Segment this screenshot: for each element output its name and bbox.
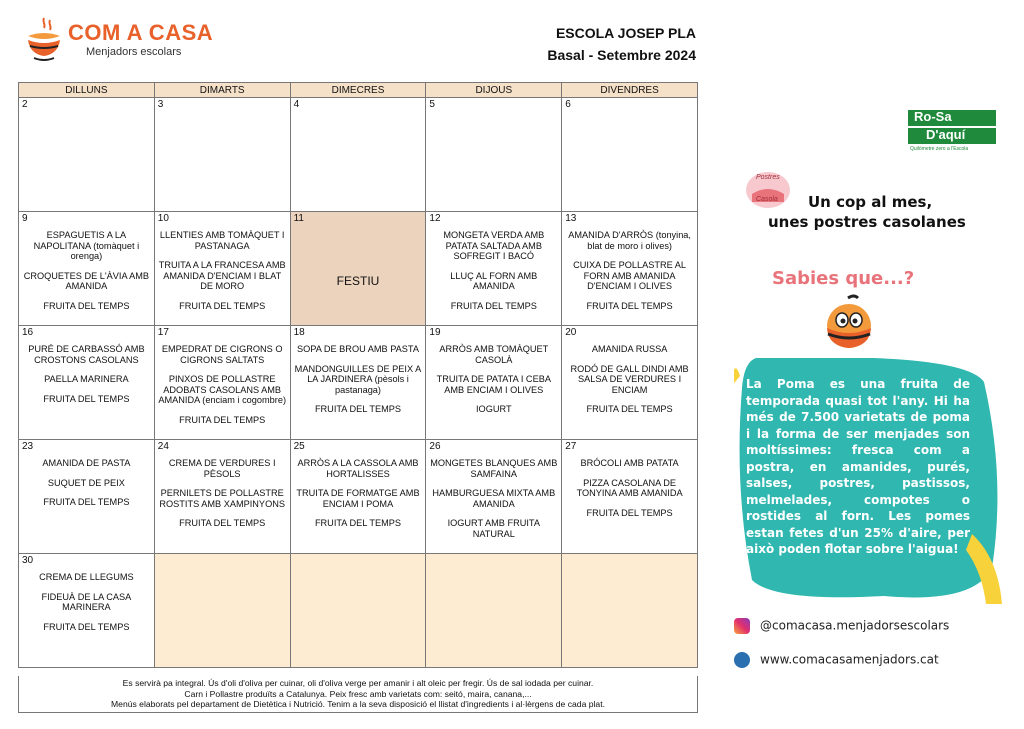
dish-item: FIDEUÀ DE LA CASA MARINERA (41, 591, 132, 612)
dish-list (157, 458, 288, 538)
rosa-daqui-logo (906, 108, 1000, 160)
day-number: 2 (22, 99, 28, 110)
dish-item: CREMA DE LLEGUMS (39, 572, 134, 582)
school-name: ESCOLA JOSEP PLA (555, 25, 696, 41)
day-cell (426, 326, 562, 440)
holiday-label: FESTIU (336, 274, 380, 288)
dish-item: FRUITA DEL TEMPS (586, 404, 673, 414)
day-number: 11 (293, 213, 304, 224)
day-number: 18 (293, 327, 305, 338)
dish-list (428, 344, 559, 424)
dish-item: LLUÇ AL FORN AMB AMANIDA (450, 270, 538, 291)
menu-title: Basal - Setembre 2024 (547, 47, 696, 63)
website-url: www.comacasamenjadors.cat (760, 652, 939, 667)
week-row (19, 326, 698, 440)
dish-list (157, 230, 288, 320)
dish-item: TRUITA A LA FRANCESA AMB AMANIDA D'ENCIAM I BLAT DE MORO (158, 260, 286, 291)
dish-item: FRUITA DEL TEMPS (43, 621, 130, 632)
day-cell (19, 98, 155, 212)
day-number: 16 (22, 327, 34, 338)
day-cell (19, 326, 155, 440)
day-number: 4 (293, 99, 300, 110)
day-cell (154, 326, 290, 440)
dish-item: FRUITA DEL TEMPS (179, 518, 266, 528)
website-link[interactable] (734, 652, 939, 668)
day-number: 25 (293, 441, 305, 452)
dish-item: LLENTIES AMB TOMÀQUET I PASTANAGA (159, 230, 285, 251)
day-cell (290, 98, 426, 212)
dish-item: HAMBURGUESA MIXTA AMB AMANIDA (432, 488, 556, 509)
instagram-icon (734, 618, 750, 634)
day-number: 10 (157, 213, 169, 224)
day-cell (19, 554, 155, 668)
weekday-header: DIMECRES (290, 83, 426, 98)
dish-item: PERNILETS DE POLLASTRE ROSTITS AMB XAMPINYONS (159, 488, 285, 509)
bowl-icon (24, 16, 64, 64)
dish-item: ARRÒS AMB TOMÀQUET CASOLÀ (439, 344, 549, 365)
postres-line2: unes postres casolanes (768, 213, 966, 231)
dish-item: FRUITA DEL TEMPS (43, 393, 130, 404)
week-row (19, 212, 698, 326)
dish-item: TRUITA DE FORMATGE AMB ENCIAM I POMA (296, 488, 420, 509)
day-cell (290, 554, 426, 668)
dish-item: FRUITA DEL TEMPS (314, 518, 402, 528)
dish-item: FRUITA DEL TEMPS (314, 404, 402, 414)
day-number: 19 (429, 327, 441, 338)
day-cell (290, 440, 426, 554)
dish-item: FRUITA DEL TEMPS (43, 300, 130, 311)
footer-line: Menús elaborats pel departament de Dietètica i Nutrició. Tenim a la seva disposició el llistat d'ingredients i al·lèrgens de cada plat. (111, 699, 605, 709)
brand-name: COM A CASA (68, 20, 214, 45)
dish-item: CROQUETES DE L'ÀVIA AMB AMANIDA (23, 270, 150, 291)
postres-casola-logo (744, 170, 792, 210)
dish-item: MONGETA VERDA AMB PATATA SALTADA AMB SOFREGIT I BACÓ (443, 230, 545, 261)
dish-item: AMANIDA D'ARRÒS (tonyina, blat de moro i olives) (568, 230, 691, 251)
day-cell (562, 98, 698, 212)
dish-item: RODÓ DE GALL DINDI AMB SALSA DE VERDURES I ENCIAM (570, 363, 689, 395)
weekday-header: DIVENDRES (562, 83, 698, 98)
dish-item: BRÓCOLI AMB PATATA (580, 458, 679, 468)
week-row (19, 554, 698, 668)
rosa-tagline: Quilòmetre zero a l'Escola (910, 146, 969, 152)
day-cell (290, 326, 426, 440)
brand-tagline: Menjadors escolars (86, 46, 182, 58)
day-cell (154, 440, 290, 554)
dish-item: FRUITA DEL TEMPS (450, 300, 537, 311)
dish-list (428, 230, 559, 320)
day-cell (562, 212, 698, 326)
day-number: 30 (22, 555, 34, 566)
dish-list (564, 458, 695, 527)
rosa-line1: Ro-Sa (914, 109, 952, 124)
dish-item: SOPA DE BROU AMB PASTA (296, 344, 419, 354)
dish-list (21, 344, 152, 413)
day-cell (562, 554, 698, 668)
weekday-header: DILLUNS (19, 83, 155, 98)
postres-banner (768, 192, 966, 232)
day-number: 12 (429, 213, 441, 224)
dish-item: MONGETES BLANQUES AMB SAMFAINA (430, 458, 558, 479)
weekday-header: DIMARTS (154, 83, 290, 98)
day-number: 26 (429, 441, 441, 452)
day-number: 23 (22, 441, 34, 452)
sabies-text: La Poma es una fruita de temporada quasi tot l'any. Hi ha més de 7.500 varietats de poma i la forma de ser menjades son moltíssimes: fresca com a postra, en amanides, purés, salses, postres, pastissos, melmelades, compotes o rostides al forn. Les pomes estan fetes d'un 25% d'aire, per això poden flotar sobre l'aigua! (746, 377, 970, 556)
dish-item: ARRÒS A LA CASSOLA AMB HORTALISSES (297, 458, 419, 479)
day-cell (426, 98, 562, 212)
week-row (19, 440, 698, 554)
day-cell (290, 212, 426, 326)
dish-item: TRUITA DE PATATA I CEBA AMB ENCIAM I OLIVES (436, 374, 551, 395)
weekday-header-row (19, 83, 698, 98)
dish-item: MANDONGUILLES DE PEIX A LA JARDINERA (pèsols i pastanaga) (294, 363, 422, 395)
dish-item: PURÉ DE CARBASSÓ AMB CROSTONS CASOLANS (28, 344, 145, 365)
day-cell (562, 326, 698, 440)
week-row (19, 98, 698, 212)
day-cell (154, 98, 290, 212)
brand-logo (24, 16, 224, 66)
dish-list (564, 344, 695, 424)
instagram-link[interactable] (734, 618, 949, 634)
dish-list (564, 230, 695, 320)
day-number: 17 (157, 327, 169, 338)
dish-item: FRUITA DEL TEMPS (586, 507, 673, 518)
dish-item: PINXOS DE POLLASTRE ADOBATS CASOLANS AMB AMANIDA (enciam i cogombre) (158, 374, 287, 405)
instagram-handle: @comacasa.menjadorsescolars (760, 618, 950, 633)
dish-item: IOGURT AMB FRUITA NATURAL (447, 518, 540, 539)
footer-line: Carn i Pollastre produïts a Catalunya. Peix fresc amb varietats com: seitó, maira, canana,... (184, 688, 532, 699)
day-number: 3 (157, 99, 164, 110)
dish-item: FRUITA DEL TEMPS (179, 300, 266, 311)
sabies-title: Sabies que...? (772, 268, 915, 289)
dish-item: SUQUET DE PEIX (47, 477, 125, 488)
dish-list (21, 572, 152, 641)
weekday-header: DIJOUS (426, 83, 562, 98)
dish-item: AMANIDA RUSSA (591, 344, 668, 354)
day-number: 24 (157, 441, 169, 452)
dish-list (157, 344, 288, 434)
postres-logo-top: Postres (756, 174, 780, 181)
day-number: 9 (22, 213, 28, 224)
globe-icon (734, 652, 750, 668)
day-number: 5 (429, 99, 435, 110)
dish-item: AMANIDA DE PASTA (42, 458, 131, 468)
day-number: 20 (565, 327, 577, 338)
dish-item: FRUITA DEL TEMPS (43, 497, 130, 507)
day-cell (426, 440, 562, 554)
dish-list (21, 458, 152, 517)
footer-line: Es servirà pa integral. Ús d'oli d'oliva per cuinar, oli d'oliva verge per amanir i alt oleic per fregir. Ús de sal iodada per cuinar. (122, 678, 594, 688)
day-cell (19, 440, 155, 554)
postres-line1: Un cop al mes, (808, 193, 933, 211)
day-cell (154, 554, 290, 668)
dish-item: CUIXA DE POLLASTRE AL FORN AMB AMANIDA D'ENCIAM I OLIVES (573, 260, 687, 291)
dish-list (293, 458, 424, 538)
day-cell (19, 212, 155, 326)
dish-list (21, 230, 152, 320)
dish-item: IOGURT (476, 404, 512, 414)
dish-item: FRUITA DEL TEMPS (586, 300, 673, 311)
day-cell (426, 554, 562, 668)
dish-item: CREMA DE VERDURES I PÈSOLS (168, 458, 276, 479)
day-number: 27 (565, 441, 577, 452)
day-cell (562, 440, 698, 554)
dish-item: FRUITA DEL TEMPS (179, 414, 266, 425)
menu-footer-notes (18, 676, 698, 713)
dish-item: PIZZA CASOLANA DE TONYINA AMB AMANIDA (576, 477, 683, 498)
menu-calendar (18, 82, 698, 668)
dish-list (293, 344, 424, 424)
dish-item: ESPAGUETIS A LA NAPOLITANA (tomàquet i orenga) (33, 230, 140, 261)
school-header (547, 22, 696, 66)
orange-mascot-icon (818, 294, 880, 350)
day-cell (154, 212, 290, 326)
day-cell (426, 212, 562, 326)
day-number: 13 (565, 213, 577, 224)
day-number: 6 (565, 99, 571, 110)
dish-item: PAELLA MARINERA (44, 374, 129, 384)
dish-list (428, 458, 559, 548)
dish-item: EMPEDRAT DE CIGRONS O CIGRONS SALTATS (161, 344, 283, 365)
rosa-line2: D'aquí (926, 127, 966, 142)
postres-logo-bottom: Casola (756, 196, 778, 203)
